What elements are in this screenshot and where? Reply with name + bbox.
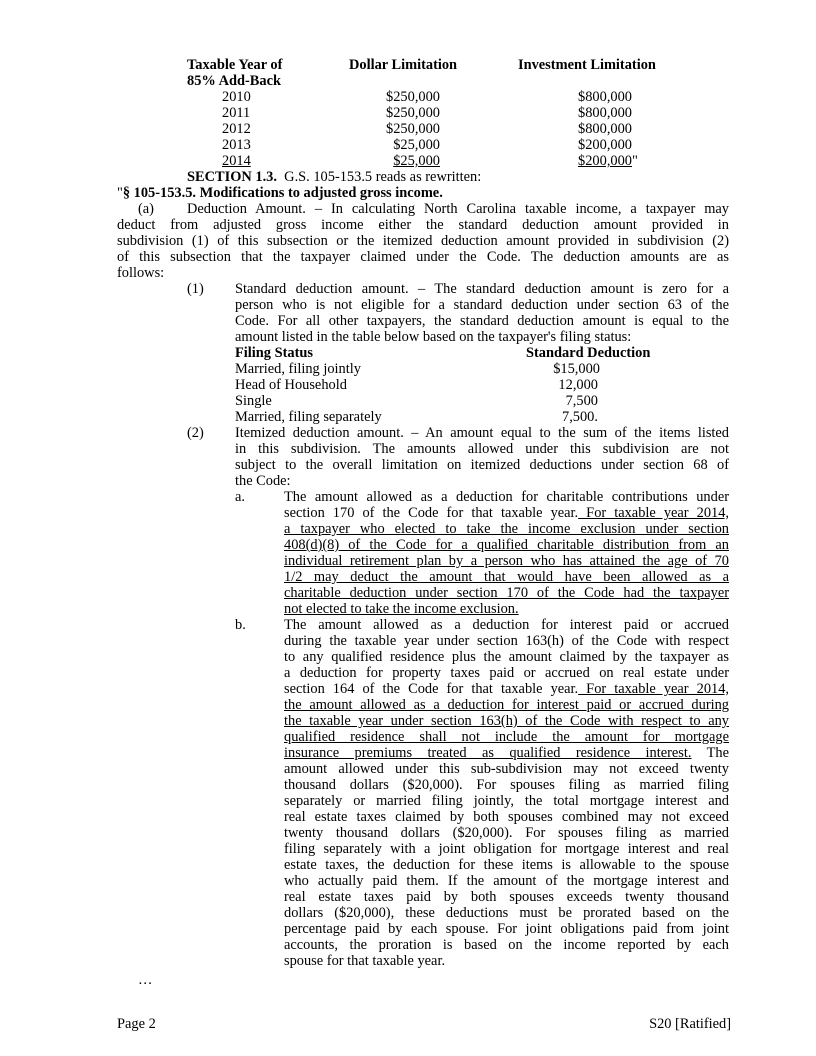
limits-row-year: 2011 bbox=[222, 105, 251, 121]
filing-status-cell: Head of Household bbox=[235, 377, 347, 393]
sub2-marker: (2) bbox=[187, 425, 204, 441]
limits-row-investment: $200,000 bbox=[578, 137, 632, 153]
item-b-body bbox=[284, 617, 729, 969]
item-b-line5-plain: section 164 of the Code for that taxable year. bbox=[284, 681, 579, 697]
item-b-line: to any qualified residence plus the amount claimed by the taxpayer as bbox=[284, 649, 729, 665]
item-a-line: The amount allowed as a deduction for charitable contributions under bbox=[284, 489, 729, 505]
sub1-body bbox=[235, 281, 729, 345]
para-a-body bbox=[117, 201, 729, 281]
item-a-amendment-line: charitable deduction under section 170 of the Code had the taxpayer bbox=[284, 585, 729, 601]
item-a-line2-plain: section 170 of the Code for that taxable year. bbox=[284, 505, 579, 521]
item-b-line: real estate taxes paid by both spouses exceeds twenty thousand bbox=[284, 889, 729, 905]
para-a-line: subdivision (1) of this subsection or the itemized deduction amount provided in subdivision (2) bbox=[117, 233, 729, 249]
limits-row-year: 2014 bbox=[222, 153, 251, 169]
item-a-amendment-line: 1/2 may deduct the amount that would have been allowed as a bbox=[284, 569, 729, 585]
sub2-line: in this subdivision. The amounts allowed under this subdivision are not bbox=[235, 441, 729, 457]
item-a-amendment-line: a taxpayer who elected to take the income exclusion under section bbox=[284, 521, 729, 537]
item-a-amendment-line: not elected to take the income exclusion. bbox=[284, 601, 519, 617]
para-a-line: deduct from adjusted gross income either the standard deduction amount provided in bbox=[117, 217, 729, 233]
limits-row-dollar: $250,000 bbox=[386, 121, 440, 137]
item-b-line: a deduction for property taxes paid or accrued on real estate under bbox=[284, 665, 729, 681]
limits-row-investment: $800,000 bbox=[578, 121, 632, 137]
limits-header-investment: Investment Limitation bbox=[518, 57, 656, 73]
item-b-line: amount allowed under this sub-subdivision may not exceed twenty bbox=[284, 761, 729, 777]
item-b-line: accounts, the proration is based on the income reported by each bbox=[284, 937, 729, 953]
item-a-line2-amendment: For taxable year 2014, bbox=[578, 505, 729, 521]
item-b-line9-plain: The bbox=[691, 745, 729, 761]
item-a-amendment-line: 408(d)(8) of the Code for a qualified charitable distribution from an bbox=[284, 537, 729, 553]
sub1-line: person who is not eligible for a standard deduction under section 63 of the bbox=[235, 297, 729, 313]
limits-row-dollar: $25,000 bbox=[393, 153, 440, 169]
filing-status-header: Filing Status bbox=[235, 345, 313, 361]
item-b-line: dollars ($20,000), these deductions must be prorated based on the bbox=[284, 905, 729, 921]
sub2-line: subject to the overall limitation on itemized deductions under section 68 of bbox=[235, 457, 729, 473]
limits-row-dollar: $25,000 bbox=[393, 137, 440, 153]
item-b-amendment-line: the taxable year under section 163(h) of the Code with respect to any bbox=[284, 713, 729, 729]
limits-row-dollar-wrap bbox=[340, 153, 440, 169]
sub1-line: Code. For all other taxpayers, the standard deduction amount is equal to the bbox=[235, 313, 729, 329]
para-a-line: follows: bbox=[117, 265, 165, 281]
item-b-line: percentage paid by each spouse. For joint obligations paid from joint bbox=[284, 921, 729, 937]
item-b-line: thousand dollars ($20,000). For spouses filing as married filing bbox=[284, 777, 729, 793]
deduction-amount-cell: 12,000 bbox=[558, 377, 598, 393]
standard-deduction-header: Standard Deduction bbox=[526, 345, 651, 361]
item-b-line: The amount allowed as a deduction for interest paid or accrued bbox=[284, 617, 729, 633]
item-b-line: real estate taxes claimed by both spouses combined may not exceed bbox=[284, 809, 729, 825]
statute-title-text: § 105-153.5. Modifications to adjusted gross income. bbox=[122, 185, 443, 201]
sub1-line: amount listed in the table below based on the taxpayer's filing status: bbox=[235, 329, 632, 345]
limits-close-quote: " bbox=[632, 153, 638, 169]
section-text: G.S. 105-153.5 reads as rewritten: bbox=[284, 169, 482, 185]
para-a-marker: (a) bbox=[138, 201, 154, 217]
item-b-amendment-line: the amount allowed as a deduction for interest paid or accrued during bbox=[284, 697, 729, 713]
para-a-line: Deduction Amount. – In calculating North Carolina taxable income, a taxpayer may bbox=[187, 201, 729, 217]
filing-status-cell: Married, filing jointly bbox=[235, 361, 361, 377]
item-b-marker: b. bbox=[235, 617, 246, 633]
section-heading bbox=[187, 169, 481, 185]
item-a-amendment-line: individual retirement plan by a person who has attained the age of 70 bbox=[284, 553, 729, 569]
item-b-line bbox=[284, 745, 729, 761]
limits-header-year-line1: Taxable Year of bbox=[187, 57, 283, 73]
bill-identifier: S20 [Ratified] bbox=[649, 1016, 731, 1032]
item-b-line9-amendment: insurance premiums treated as qualified residence interest. bbox=[284, 745, 692, 761]
sub1-line: Standard deduction amount. – The standard deduction amount is zero for a bbox=[235, 281, 729, 297]
item-b-line: during the taxable year under section 163(h) of the Code with respect bbox=[284, 633, 729, 649]
statute-title bbox=[117, 185, 443, 201]
limits-row-dollar: $250,000 bbox=[386, 105, 440, 121]
limits-row-investment-cell bbox=[532, 153, 632, 169]
item-b-line: who actually paid them. If the amount of the mortgage interest and bbox=[284, 873, 729, 889]
item-a-body bbox=[284, 489, 729, 617]
limits-row-investment-wrap bbox=[532, 153, 642, 169]
item-b-line: separately or married filing jointly, the total mortgage interest and bbox=[284, 793, 729, 809]
page-number: Page 2 bbox=[117, 1016, 156, 1032]
limits-row-year: 2010 bbox=[222, 89, 251, 105]
item-b-line bbox=[284, 681, 729, 697]
item-a-marker: a. bbox=[235, 489, 245, 505]
limits-row-investment: $800,000 bbox=[578, 89, 632, 105]
deduction-amount-cell: $15,000 bbox=[553, 361, 600, 377]
omission-ellipsis: … bbox=[138, 972, 153, 988]
item-b-line: estate taxes, the deduction for these items is allowable to the spouse bbox=[284, 857, 729, 873]
item-a-line bbox=[284, 505, 729, 521]
sub2-line: the Code: bbox=[235, 473, 291, 489]
item-b-line: filing separately with a joint obligation for mortgage interest and real bbox=[284, 841, 729, 857]
item-b-amendment-line: qualified residence shall not include the amount for mortgage bbox=[284, 729, 729, 745]
filing-status-cell: Single bbox=[235, 393, 272, 409]
section-label: SECTION 1.3. bbox=[187, 169, 277, 185]
limits-header-dollar: Dollar Limitation bbox=[349, 57, 458, 73]
limits-row-investment: $800,000 bbox=[578, 105, 632, 121]
item-b-line: spouse for that taxable year. bbox=[284, 953, 446, 969]
limits-header-year-line2: 85% Add-Back bbox=[187, 73, 281, 89]
sub2-line: Itemized deduction amount. – An amount equal to the sum of the items listed bbox=[235, 425, 729, 441]
limits-row-investment: $200,000 bbox=[578, 153, 632, 169]
deduction-amount-cell: 7,500 bbox=[565, 393, 598, 409]
sub1-marker: (1) bbox=[187, 281, 204, 297]
item-b-line: twenty thousand dollars ($20,000). For spouses filing as married bbox=[284, 825, 729, 841]
limits-row-dollar: $250,000 bbox=[386, 89, 440, 105]
sub2-body bbox=[235, 425, 729, 489]
filing-status-cell: Married, filing separately bbox=[235, 409, 382, 425]
deduction-amount-cell: 7,500. bbox=[562, 409, 598, 425]
para-a-line: of this subsection that the taxpayer claimed under the Code. The deduction amounts are as bbox=[117, 249, 729, 265]
limits-row-year: 2012 bbox=[222, 121, 251, 137]
statute-open-quote: " bbox=[117, 185, 123, 201]
limits-row-year: 2013 bbox=[222, 137, 251, 153]
item-b-line5-amendment: For taxable year 2014, bbox=[578, 681, 729, 697]
